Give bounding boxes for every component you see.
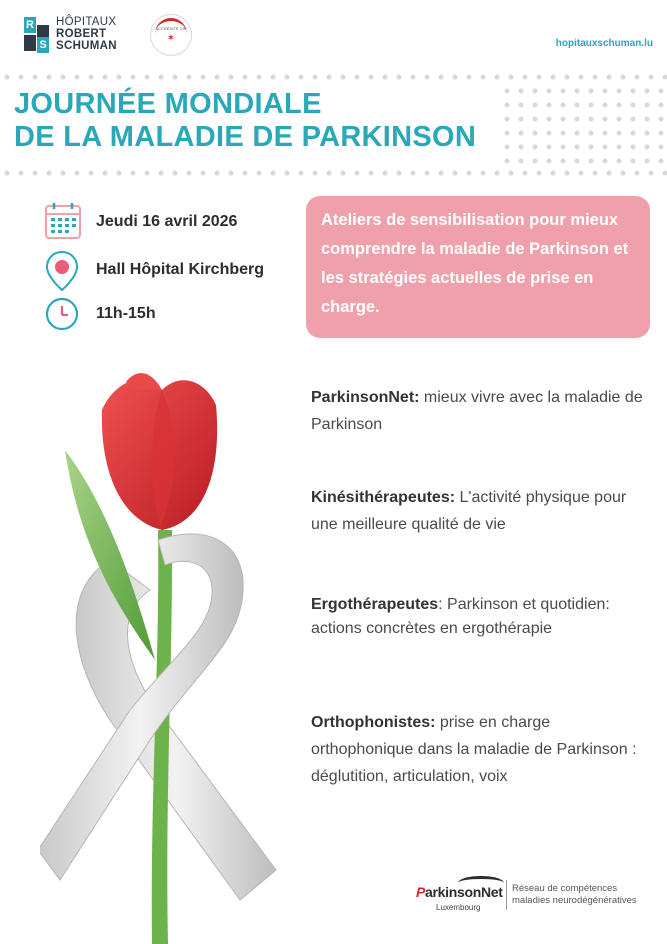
workshop-highlight-text: Ateliers de sensibilisation pour mieux comprendre la maladie de Parkinson et les stratégies actuelles de prise en charge. — [321, 211, 629, 316]
section-heading: Orthophonistes: — [311, 714, 436, 731]
page-title — [14, 88, 490, 154]
section-body: L'activité physique pour une meilleure qualité de vie — [311, 489, 627, 533]
section-orthophonistes — [311, 709, 651, 790]
section-body: prise en charge orthophonique dans la maladie de Parkinson : déglutition, articulation, voix — [311, 714, 637, 785]
title-dot-pattern — [0, 166, 667, 180]
network-description — [512, 883, 637, 907]
section-heading: ParkinsonNet: — [311, 389, 420, 406]
title-line-1: JOURNÉE MONDIALE — [14, 88, 322, 120]
hospital-logo-text — [56, 16, 146, 52]
clock-icon — [44, 294, 84, 334]
parkinsonnet-wordmark — [416, 884, 503, 900]
brand-rest: arkinsonNet — [425, 884, 503, 900]
star-icon: ✶ — [166, 33, 176, 44]
section-kinesitherapeutes — [311, 484, 651, 538]
accreditation-badge — [150, 14, 192, 56]
footer-divider — [506, 880, 507, 910]
desc-line: maladies neurodégénératives — [512, 895, 637, 906]
brand-sub: Luxembourg — [436, 903, 481, 912]
location-pin-icon — [44, 250, 84, 290]
calendar-icon — [44, 202, 84, 242]
event-time-row — [44, 294, 156, 334]
tulip-ribbon-illustration — [40, 360, 300, 944]
event-location: Hall Hôpital Kirchberg — [96, 261, 265, 278]
logo-letter-s: S — [37, 37, 49, 53]
brand-prefix: P — [416, 884, 426, 900]
event-time: 11h-15h — [96, 305, 156, 322]
event-date-row — [44, 202, 238, 242]
logo-line: ROBERT — [56, 28, 107, 40]
logo-line: HÔPITAUX — [56, 16, 117, 28]
desc-line: Réseau de compétences — [512, 883, 618, 894]
website-link[interactable]: hopitauxschuman.lu — [555, 38, 653, 49]
logo-letter-r: R — [24, 17, 36, 33]
title-dot-pattern — [0, 70, 667, 84]
hospital-logo-mark — [24, 17, 50, 53]
title-line-2: DE LA MALADIE DE PARKINSON — [14, 121, 477, 153]
awareness-ribbon-illustration — [76, 560, 276, 900]
title-dot-pattern — [500, 84, 667, 166]
section-parkinsonnet — [311, 384, 651, 438]
event-date: Jeudi 16 avril 2026 — [96, 213, 238, 230]
parkinsonnet-logo — [416, 876, 516, 916]
section-heading: Ergothérapeutes — [311, 596, 439, 613]
header — [0, 0, 667, 62]
badge-text: ACCRÉDITÉ CIR — [155, 26, 187, 31]
section-ergotherapeutes — [311, 593, 651, 641]
section-heading: Kinésithérapeutes: — [311, 489, 456, 506]
logo-line: SCHUMAN — [56, 40, 117, 52]
section-body: mieux vivre avec la maladie de Parkinson — [311, 389, 643, 433]
workshop-highlight-box — [306, 196, 650, 338]
event-location-row — [44, 250, 265, 290]
logo-block — [24, 35, 36, 51]
section-body: : Parkinson et quotidien: actions concrètes en ergothérapie — [311, 596, 610, 637]
